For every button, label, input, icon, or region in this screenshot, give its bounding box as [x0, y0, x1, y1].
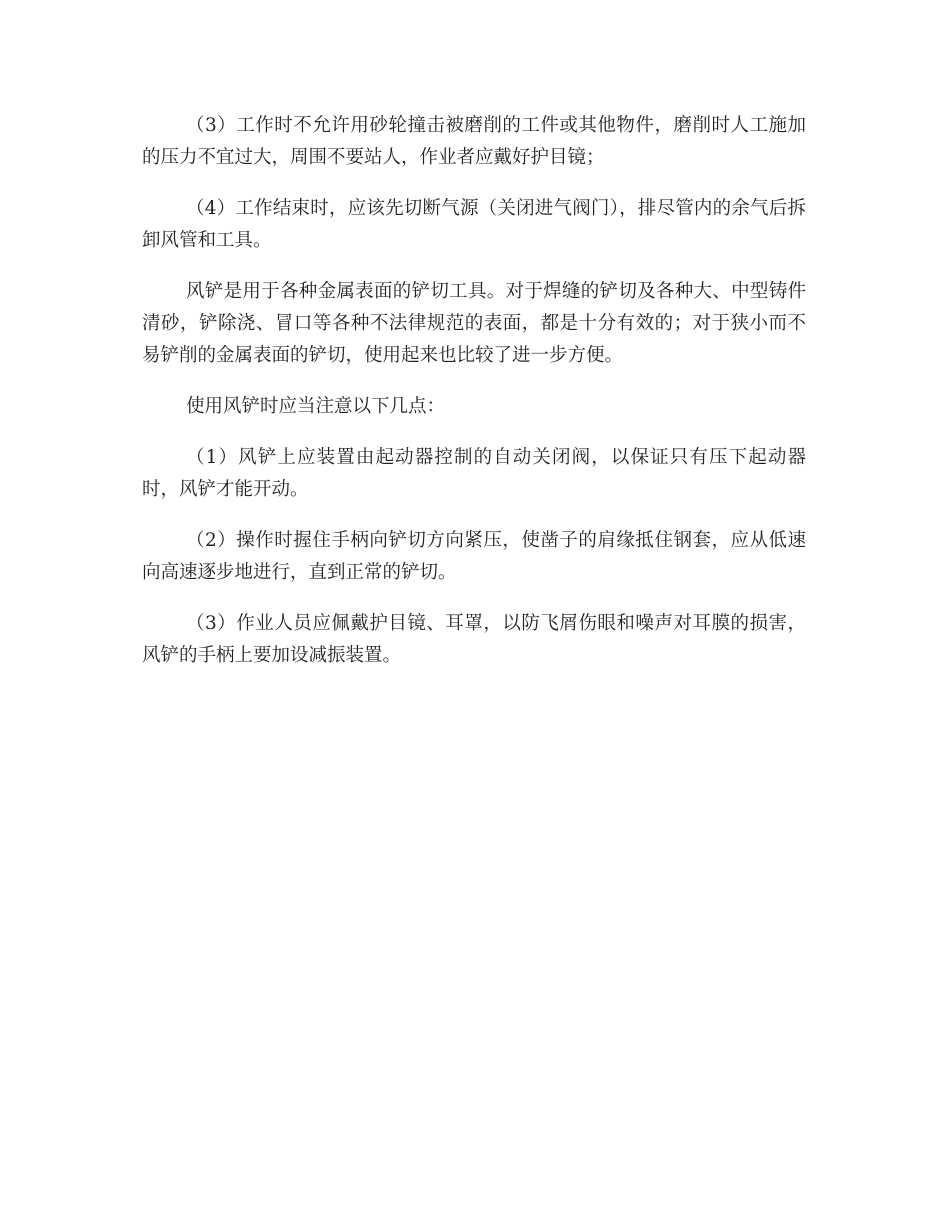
- paragraph-air-shovel-notes-heading: 使用风铲时应当注意以下几点：: [186, 396, 446, 417]
- paragraph-air-shovel-intro: 风铲是用于各种金属表面的铲切工具。对于焊缝的铲切及各种大、中型铸件清砂，铲除浇、冒口等各种不法律规范的表面，都是十分有效的；对于狭小而不易铲削的金属表面的铲切，使用起来也比较了进一步方便。: [142, 281, 806, 366]
- paragraph-air-shovel-rule-1: （1）风铲上应装置由起动器控制的自动关闭阀，以保证只有压下起动器时，风铲才能开动。: [142, 447, 806, 500]
- paragraph-air-shovel-rule-2: （2）操作时握住手柄向铲切方向紧压，使凿子的肩缘抵住钢套，应从低速向高速逐步地进行，直到正常的铲切。: [142, 530, 806, 583]
- paragraph-grinder-rule-4: （4）工作结束时，应该先切断气源（关闭进气阀门），排尽管内的余气后拆卸风管和工具。: [142, 198, 806, 251]
- document-body: [142, 110, 806, 691]
- paragraph-air-shovel-rule-3: （3）作业人员应佩戴护目镜、耳罩，以防飞屑伤眼和噪声对耳膜的损害，风铲的手柄上要加设减振装置。: [142, 613, 806, 666]
- paragraph-grinder-rule-3: （3）工作时不允许用砂轮撞击被磨削的工件或其他物件，磨削时人工施加的压力不宜过大，周围不要站人，作业者应戴好护目镜；: [142, 115, 806, 168]
